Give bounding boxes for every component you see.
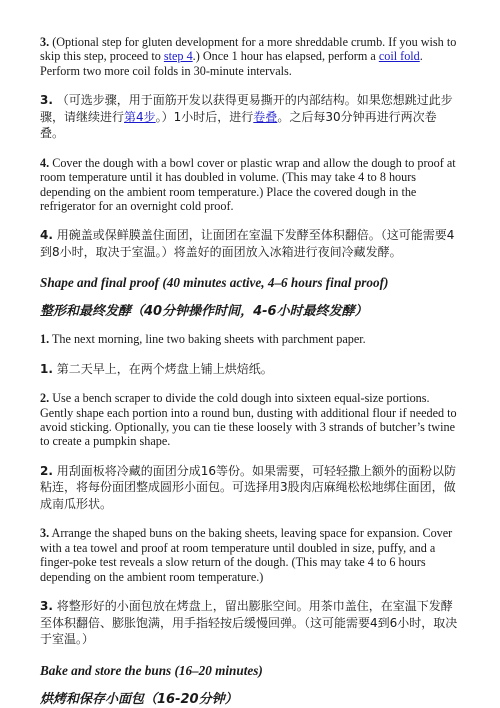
shape-step-3-en xyxy=(40,526,460,584)
step-text: 。之后每30分钟再进行两次卷叠。 xyxy=(40,109,437,141)
step-text: （可选步骤，用于面筋开发以获得更易撕开的内部结构。如果您想跳过此步骤，请继续进行 xyxy=(40,93,453,124)
shape-step-3-zh xyxy=(40,598,460,648)
section-heading-shape-zh: 整形和最终发酵（40分钟操作时间，4-6小时最终发酵） xyxy=(40,304,368,320)
step-number: 1. xyxy=(40,332,50,347)
step-number: 4. xyxy=(40,228,53,243)
step-4-en xyxy=(40,156,460,214)
coil-fold-link[interactable]: coil fold xyxy=(378,49,420,64)
step-text: The next morning, line two baking sheets with parchment paper. xyxy=(51,332,366,347)
step-text: 将整形好的小面包放在烤盘上，留出膨胀空间。用茶巾盖住，在室温下发酵至体积翻倍、膨胀饱满，用手指轻按后缓慢回弹。（这可能需要4到6小时，取决于室温。） xyxy=(40,599,458,646)
step-text: Use a bench scraper to divide the cold dough into sixteen equal-size portions. Gently shape each portion into a round bun, dusting with additional flour if needed to avoid sticking. Optionally, you can tie these loosely with 3 strands of butcher’s twine to create a pumpkin shape. xyxy=(40,391,457,449)
section-heading-shape: Shape and final proof (40 minutes active, 4–6 hours final proof) xyxy=(40,275,389,291)
step-3-en xyxy=(40,35,460,78)
step-text: Cover the dough with a bowl cover or plastic wrap and allow the dough to proof at room temperature until it has doubled in volume. (This may take 4 to 8 hours depending on the ambient room temperature.) Place the covered dough in the refrigerator for an overnight cold proof. xyxy=(40,155,456,213)
shape-step-2-en xyxy=(40,391,460,449)
step-text: . Perform two more coil folds in 30-minute intervals. xyxy=(40,49,423,78)
step-4-link-zh[interactable]: 第4步 xyxy=(124,109,156,124)
step-text: .) Once 1 hour has elapsed, perform a xyxy=(192,49,379,64)
step-number: 3. xyxy=(40,599,53,613)
step-4-zh xyxy=(40,227,460,260)
shape-step-1-zh xyxy=(40,361,460,378)
step-text: 用碗盖或保鲜膜盖住面团，让面团在室温下发酵至体积翻倍。（这可能需要4到8小时，取决于室温。）将盖好的面团放入冰箱进行夜间冷藏发酵。 xyxy=(40,228,455,259)
step-number: 4. xyxy=(40,155,50,170)
step-text: Arrange the shaped buns on the baking sheets, leaving space for expansion. Cover with a tea towel and proof at room temperature until doubled in size, puffy, and a finger-poke test reveals a slow return of the dough. (This may take 4 to 6 hours depending on the ambient room temperature.) xyxy=(40,526,453,584)
step-number: 1. xyxy=(40,361,53,376)
step-text: 。）1小时后，进行 xyxy=(155,109,254,124)
step-4-link[interactable]: step 4 xyxy=(163,49,193,64)
section-heading-bake-zh: 烘烤和保存小面包（16-20分钟） xyxy=(40,691,238,707)
shape-step-1-en xyxy=(40,332,460,346)
step-text: (Optional step for gluten development for a more shreddable crumb. If you wish to skip this step, proceed to xyxy=(40,35,457,64)
section-heading-bake: Bake and store the buns (16–20 minutes) xyxy=(40,662,263,678)
step-text: 用刮面板将冷藏的面团分成16等份。如果需要，可轻轻撒上额外的面粉以防粘连，将每份面团整成圆形小面包。可选择用3股肉店麻绳松松地绑住面团，做成南瓜形状。 xyxy=(40,463,457,511)
step-number: 2. xyxy=(40,463,53,478)
step-text: 第二天早上，在两个烤盘上铺上烘焙纸。 xyxy=(56,361,273,376)
coil-fold-link-zh[interactable]: 卷叠 xyxy=(253,109,278,124)
step-number: 2. xyxy=(40,391,50,406)
step-number: 3. xyxy=(40,93,53,108)
step-number: 3. xyxy=(40,35,50,49)
step-3-zh xyxy=(40,92,460,142)
step-number: 3. xyxy=(40,526,50,541)
shape-step-2-zh xyxy=(40,463,460,513)
